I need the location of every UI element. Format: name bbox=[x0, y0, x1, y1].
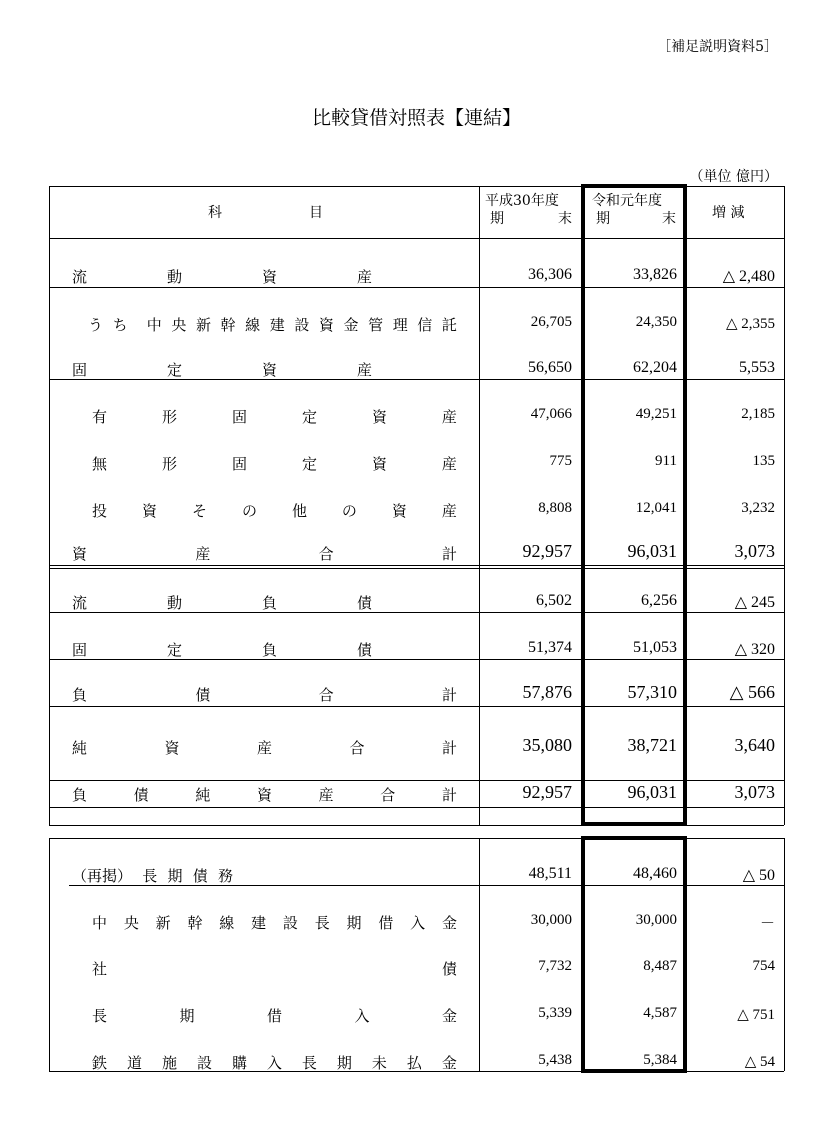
label-char: 定 bbox=[301, 408, 317, 426]
label-char: 債 bbox=[133, 786, 149, 804]
label-char: 定 bbox=[166, 641, 182, 659]
cell-curr: 30,000 bbox=[635, 912, 677, 928]
cell-diff: △ 751 bbox=[737, 1007, 775, 1023]
label-char: 形 bbox=[161, 408, 177, 426]
label-char: 央 bbox=[123, 914, 139, 932]
label-char: 払 bbox=[406, 1054, 422, 1072]
label-char: 合 bbox=[318, 545, 334, 563]
cell-prev: 48,511 bbox=[528, 865, 572, 882]
cell-diff: △ 245 bbox=[734, 594, 775, 611]
cell-curr: 38,721 bbox=[627, 735, 677, 755]
label-char: 産 bbox=[318, 786, 334, 804]
cell-prev: 6,502 bbox=[536, 592, 572, 609]
label-char: 長 bbox=[142, 867, 158, 885]
label-char: 産 bbox=[356, 268, 372, 286]
label-char: 固 bbox=[72, 641, 88, 659]
cell-diff: △ 2,355 bbox=[725, 316, 775, 332]
label-char: 期 bbox=[336, 1054, 352, 1072]
label-char: 施 bbox=[161, 1054, 177, 1072]
label-char: 動 bbox=[166, 594, 182, 612]
label-char: 資 bbox=[371, 455, 387, 473]
label-char: 線 bbox=[219, 914, 235, 932]
cell-diff: 5,553 bbox=[739, 359, 775, 376]
label-char: 新 bbox=[195, 316, 211, 334]
label-char: 負 bbox=[72, 686, 88, 704]
column-header: 令和元年度 bbox=[592, 193, 662, 209]
column-header: 平成30年度 bbox=[485, 193, 559, 209]
label-char: 金 bbox=[343, 316, 359, 334]
column-header: 末 bbox=[662, 211, 676, 227]
label-char: 資 bbox=[261, 361, 277, 379]
label-char: 産 bbox=[441, 455, 457, 473]
column-divider bbox=[784, 838, 785, 1071]
row-label bbox=[92, 912, 457, 933]
row-label bbox=[92, 453, 457, 474]
label-char: 鉄 bbox=[92, 1054, 108, 1072]
row-label bbox=[72, 543, 457, 564]
cell-prev: 8,808 bbox=[538, 500, 572, 516]
row-label bbox=[92, 1052, 457, 1073]
label-char: 純 bbox=[72, 739, 88, 757]
label-char: 合 bbox=[318, 686, 334, 704]
label-char: 信 bbox=[417, 316, 433, 334]
label-char: 産 bbox=[195, 545, 211, 563]
label-char: 合 bbox=[349, 739, 365, 757]
label-char: 建 bbox=[251, 914, 267, 932]
cell-diff: △ 54 bbox=[744, 1054, 775, 1070]
label-char: 入 bbox=[410, 914, 426, 932]
column-header: 期 bbox=[490, 211, 504, 227]
label-char: 中 bbox=[146, 316, 162, 334]
row-label bbox=[72, 592, 372, 613]
label-char: 長 bbox=[92, 1007, 108, 1025]
column-header: 科 bbox=[208, 205, 222, 221]
cell-curr: 33,826 bbox=[633, 266, 677, 283]
row-label bbox=[72, 359, 372, 380]
cell-prev: 5,339 bbox=[538, 1005, 572, 1021]
label-char: 産 bbox=[441, 408, 457, 426]
cell-prev: 47,066 bbox=[530, 406, 572, 422]
label-char: 動 bbox=[166, 268, 182, 286]
cell-diff: 754 bbox=[752, 958, 775, 974]
label-char: 資 bbox=[72, 545, 88, 563]
label-char: 資 bbox=[371, 408, 387, 426]
label-char: 幹 bbox=[220, 316, 236, 334]
label-char: 未 bbox=[371, 1054, 387, 1072]
label-char: 入 bbox=[266, 1054, 282, 1072]
label-char: 社 bbox=[92, 960, 108, 978]
label-char: 金 bbox=[441, 1007, 457, 1025]
label-char: 務 bbox=[217, 867, 233, 885]
cell-curr: 4,587 bbox=[643, 1005, 677, 1021]
label-char: 負 bbox=[261, 594, 277, 612]
cell-curr: 96,031 bbox=[627, 782, 677, 802]
cell-diff: 3,073 bbox=[734, 541, 775, 561]
label-char: 産 bbox=[356, 361, 372, 379]
column-divider bbox=[784, 186, 785, 825]
cell-curr: 5,384 bbox=[643, 1052, 677, 1068]
label-char: 固 bbox=[72, 361, 88, 379]
cell-diff: 3,232 bbox=[741, 500, 775, 516]
label-char: そ bbox=[191, 502, 207, 520]
page-title: 比較貸借対照表【連結】 bbox=[311, 107, 521, 129]
cell-prev: 56,650 bbox=[528, 359, 572, 376]
label-char: 長 bbox=[314, 914, 330, 932]
label-char: 債 bbox=[192, 867, 208, 885]
label-char: 流 bbox=[72, 594, 88, 612]
cell-diff: 3,640 bbox=[734, 735, 775, 755]
cell-diff: △ 50 bbox=[742, 867, 775, 884]
cell-diff: △ 320 bbox=[734, 641, 775, 658]
row-label bbox=[72, 266, 372, 287]
cell-curr: 96,031 bbox=[627, 541, 677, 561]
row-label bbox=[88, 314, 457, 335]
column-divider bbox=[49, 838, 50, 1071]
cell-curr: 48,460 bbox=[633, 865, 677, 882]
label-char: 期 bbox=[179, 1007, 195, 1025]
cell-curr: 6,256 bbox=[641, 592, 677, 609]
label-char: 借 bbox=[378, 914, 394, 932]
cell-curr: 51,053 bbox=[633, 639, 677, 656]
cell-diff: － bbox=[759, 916, 775, 932]
label-char: 資 bbox=[318, 316, 334, 334]
label-char: 新 bbox=[155, 914, 171, 932]
cell-prev: 92,957 bbox=[522, 782, 572, 802]
label-char: 債 bbox=[356, 594, 372, 612]
row-label bbox=[72, 737, 457, 758]
label-char: 設 bbox=[196, 1054, 212, 1072]
row-label bbox=[72, 784, 457, 805]
column-divider bbox=[49, 186, 50, 825]
cell-diff: 3,073 bbox=[734, 782, 775, 802]
label-char: 託 bbox=[441, 316, 457, 334]
label-char: 計 bbox=[441, 786, 457, 804]
label-char: 借 bbox=[266, 1007, 282, 1025]
row-label bbox=[92, 406, 457, 427]
cell-curr: 12,041 bbox=[635, 500, 677, 516]
cell-prev: 775 bbox=[549, 453, 572, 469]
cell-prev: 7,732 bbox=[538, 958, 572, 974]
cell-prev: 51,374 bbox=[528, 639, 572, 656]
label-char: 計 bbox=[441, 686, 457, 704]
label-char: 設 bbox=[294, 316, 310, 334]
row-label bbox=[72, 684, 457, 705]
cell-prev: 35,080 bbox=[522, 735, 572, 755]
row-label bbox=[72, 865, 233, 886]
cell-prev: 26,705 bbox=[530, 314, 572, 330]
label-char: 計 bbox=[441, 545, 457, 563]
row-label bbox=[92, 958, 457, 979]
unit-label: （単位 億円） bbox=[689, 169, 778, 185]
label-char: 無 bbox=[92, 455, 108, 473]
label-char: 長 bbox=[301, 1054, 317, 1072]
cell-prev: 36,306 bbox=[528, 266, 572, 283]
label-char: （再掲） bbox=[72, 867, 133, 885]
label-char: 産 bbox=[256, 739, 272, 757]
column-header: 末 bbox=[558, 211, 572, 227]
label-char: 定 bbox=[301, 455, 317, 473]
label-char: 有 bbox=[92, 408, 108, 426]
label-char: 固 bbox=[231, 455, 247, 473]
label-char: 金 bbox=[441, 1054, 457, 1072]
label-char: 負 bbox=[261, 641, 277, 659]
label-char: 管 bbox=[368, 316, 384, 334]
label-char: う bbox=[88, 316, 104, 334]
label-char: 期 bbox=[346, 914, 362, 932]
cell-diff: 135 bbox=[752, 453, 775, 469]
cell-prev: 5,438 bbox=[538, 1052, 572, 1068]
label-char: 資 bbox=[164, 739, 180, 757]
cell-diff: 2,185 bbox=[741, 406, 775, 422]
cell-curr: 24,350 bbox=[635, 314, 677, 330]
column-header: 期 bbox=[596, 211, 610, 227]
label-char: 建 bbox=[269, 316, 285, 334]
column-header: 増 減 bbox=[712, 205, 745, 221]
cell-diff: △ 2,480 bbox=[722, 268, 775, 285]
label-char: 投 bbox=[92, 502, 108, 520]
label-char: 資 bbox=[256, 786, 272, 804]
label-char: 幹 bbox=[187, 914, 203, 932]
row-label bbox=[72, 639, 372, 660]
cell-curr: 62,204 bbox=[633, 359, 677, 376]
label-char: 産 bbox=[441, 502, 457, 520]
label-char: 購 bbox=[231, 1054, 247, 1072]
row-label bbox=[92, 500, 457, 521]
cell-curr: 49,251 bbox=[635, 406, 677, 422]
label-char: 流 bbox=[72, 268, 88, 286]
label-char: 他 bbox=[291, 502, 307, 520]
label-char: 線 bbox=[245, 316, 261, 334]
label-char: 計 bbox=[441, 739, 457, 757]
label-char: 負 bbox=[72, 786, 88, 804]
label-char: 期 bbox=[167, 867, 183, 885]
supplement-label: ［補足説明資料5］ bbox=[657, 39, 778, 55]
cell-curr: 57,310 bbox=[627, 682, 677, 702]
label-char: 資 bbox=[261, 268, 277, 286]
label-char: の bbox=[341, 502, 357, 520]
label-char: 央 bbox=[171, 316, 187, 334]
label-char: 資 bbox=[391, 502, 407, 520]
label-char: 固 bbox=[231, 408, 247, 426]
label-char: 債 bbox=[356, 641, 372, 659]
label-char: 理 bbox=[392, 316, 408, 334]
label-char: 入 bbox=[354, 1007, 370, 1025]
label-char: 形 bbox=[161, 455, 177, 473]
cell-curr: 911 bbox=[655, 453, 677, 469]
label-char: 道 bbox=[126, 1054, 142, 1072]
column-header: 目 bbox=[309, 205, 323, 221]
label-char: 純 bbox=[195, 786, 211, 804]
label-char: 設 bbox=[282, 914, 298, 932]
label-char: 金 bbox=[441, 914, 457, 932]
label-char: 中 bbox=[92, 914, 108, 932]
cell-prev: 57,876 bbox=[522, 682, 572, 702]
row-label bbox=[92, 1005, 457, 1026]
cell-prev: 30,000 bbox=[530, 912, 572, 928]
label-char: 債 bbox=[195, 686, 211, 704]
label-char: の bbox=[241, 502, 257, 520]
label-char: ち bbox=[112, 316, 128, 334]
label-char: 資 bbox=[141, 502, 157, 520]
cell-curr: 8,487 bbox=[643, 958, 677, 974]
label-char: 定 bbox=[166, 361, 182, 379]
label-char: 債 bbox=[441, 960, 457, 978]
label-char: 合 bbox=[380, 786, 396, 804]
cell-prev: 92,957 bbox=[522, 541, 572, 561]
cell-diff: △ 566 bbox=[729, 682, 775, 702]
